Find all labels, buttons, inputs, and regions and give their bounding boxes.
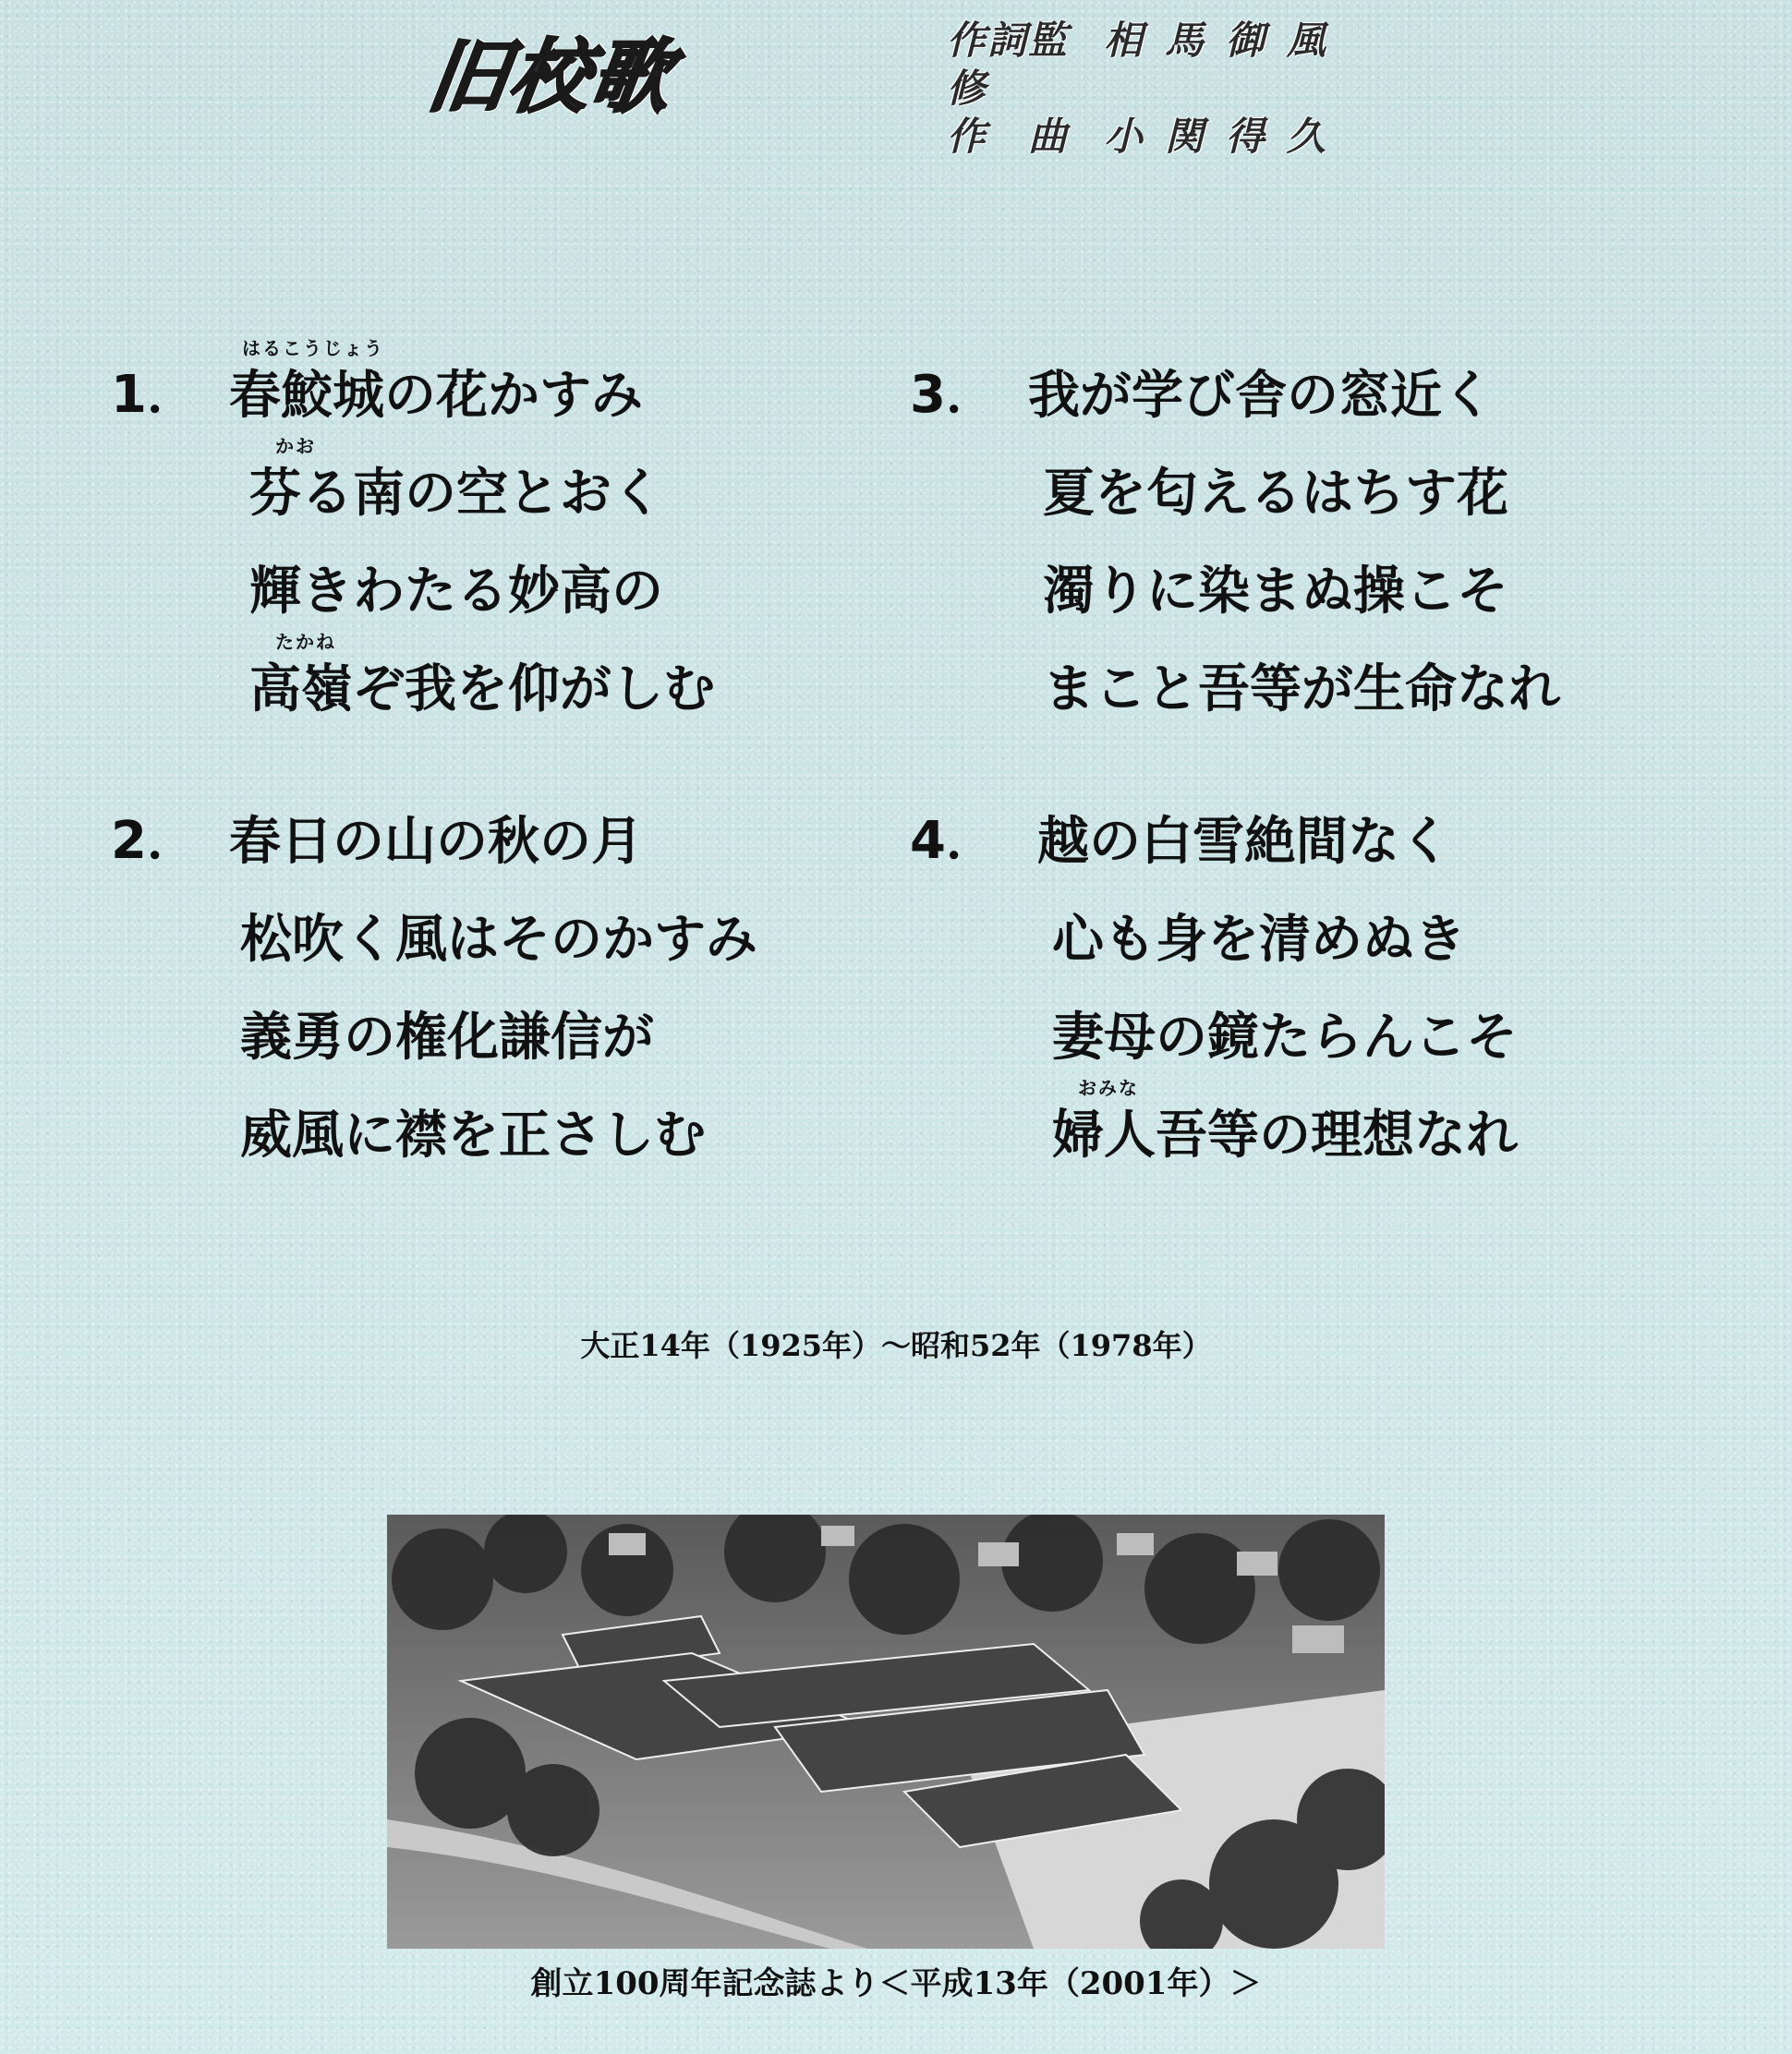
verse-line bbox=[229, 631, 715, 738]
verse-4 bbox=[910, 792, 1667, 1190]
credits bbox=[947, 17, 1348, 161]
verse-line-text: 濁りに染まぬ操こそ bbox=[1043, 561, 1508, 622]
ruby-annotation: たかね bbox=[275, 631, 336, 653]
verse-line bbox=[1037, 890, 1518, 988]
verse-line-text: 高嶺ぞ我を仰がしむ bbox=[249, 658, 715, 719]
verse-line-text: 輝きわたる妙高の bbox=[249, 561, 663, 622]
verse-line-text: 義勇の権化謙信が bbox=[240, 1007, 654, 1068]
credit-name: 小関得久 bbox=[1104, 114, 1349, 159]
credit-role: 作詞監修 bbox=[947, 18, 1070, 111]
verse-line-text: 芬る南の空とおく bbox=[249, 463, 663, 524]
verse-line-text: 越の白雪絶間なく bbox=[1037, 811, 1451, 872]
page-title: 旧校歌 bbox=[421, 30, 680, 124]
verse-line bbox=[229, 542, 715, 640]
verse-line bbox=[229, 337, 715, 444]
verse-line-text: 春日の山の秋の月 bbox=[229, 811, 643, 872]
verse-lines bbox=[1028, 346, 1560, 738]
verse-number: 3． bbox=[910, 365, 998, 425]
verse-line bbox=[1037, 988, 1518, 1086]
verse-line-text: 春鮫城の花かすみ bbox=[229, 365, 643, 426]
verse-line bbox=[229, 890, 757, 988]
verse-line-text: 我が学び舎の窓近く bbox=[1028, 365, 1494, 426]
verse-line-text: 心も身を清めぬき bbox=[1052, 909, 1466, 970]
verse-number: 4． bbox=[910, 811, 998, 871]
ruby-annotation: はるこうじょう bbox=[242, 337, 384, 359]
verse-line-text: 威風に襟を正さしむ bbox=[240, 1105, 706, 1166]
verse-number: 1． bbox=[111, 365, 199, 425]
photo-caption: 創立100周年記念誌より＜平成13年（2001年）＞ bbox=[530, 1965, 1262, 2002]
credit-music bbox=[947, 113, 1348, 161]
verse-line bbox=[1028, 444, 1560, 542]
verse-lines bbox=[229, 792, 757, 1184]
verse-line bbox=[229, 792, 757, 890]
verse-line-text: まこと吾等が生命なれ bbox=[1043, 658, 1560, 719]
photo-image bbox=[387, 1515, 1385, 1949]
verse-line bbox=[1037, 792, 1518, 890]
verse-line bbox=[229, 435, 715, 542]
verse-1 bbox=[111, 337, 868, 743]
verse-lines bbox=[1037, 792, 1518, 1184]
ruby-annotation: かお bbox=[275, 435, 316, 457]
verse-line bbox=[1037, 1077, 1518, 1184]
credit-role: 作 曲 bbox=[947, 114, 1070, 159]
verse-line-text: 夏を匂えるはちす花 bbox=[1043, 463, 1508, 524]
verse-line-text: 松吹く風はそのかすみ bbox=[240, 909, 757, 970]
credit-name: 相馬御風 bbox=[1104, 18, 1349, 63]
verse-line bbox=[229, 988, 757, 1086]
verse-line bbox=[1028, 640, 1560, 738]
verse-line bbox=[229, 1086, 757, 1184]
verse-number: 2． bbox=[111, 811, 199, 871]
verse-line bbox=[1028, 346, 1560, 444]
period-caption: 大正14年（1925年）～昭和52年（1978年） bbox=[580, 1328, 1212, 1363]
ruby-annotation: おみな bbox=[1078, 1077, 1139, 1099]
verse-2 bbox=[111, 792, 868, 1190]
school-aerial-photo bbox=[387, 1515, 1385, 1949]
verse-line-text: 妻母の鏡たらんこそ bbox=[1052, 1007, 1518, 1068]
credit-lyrics bbox=[947, 17, 1348, 113]
verse-3 bbox=[910, 346, 1667, 743]
verse-lines bbox=[229, 337, 715, 738]
verse-line bbox=[1028, 542, 1560, 640]
verse-line-text: 婦人吾等の理想なれ bbox=[1052, 1105, 1518, 1166]
